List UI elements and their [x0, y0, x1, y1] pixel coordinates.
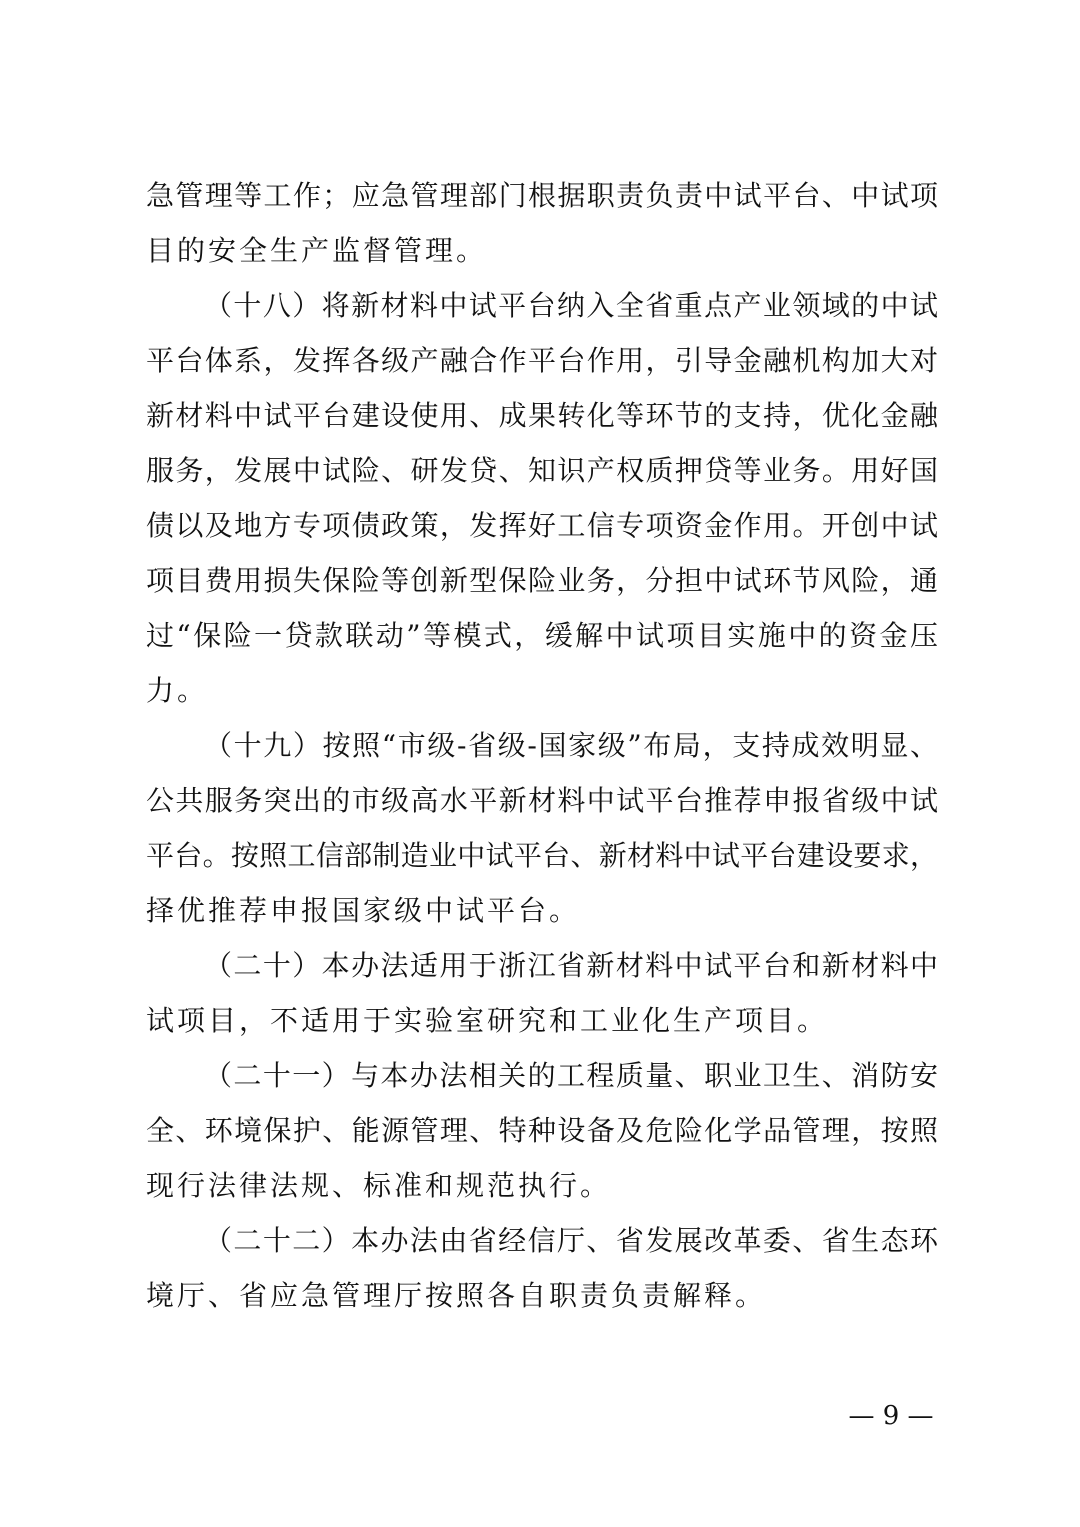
- text-line: 试项目，不适用于实验室研究和工业化生产项目。: [146, 1004, 829, 1037]
- paragraph-21-line: （二十一）与本办法相关的工程质量、职业卫生、消防安: [204, 1059, 938, 1092]
- text-line: 过“保险一贷款联动”等模式，缓解中试项目实施中的资金压: [146, 619, 938, 652]
- text-line: 力。: [146, 674, 209, 707]
- paragraph-20-line: （二十）本办法适用于浙江省新材料中试平台和新材料中: [204, 949, 938, 982]
- page-number: — 9 —: [848, 1401, 934, 1431]
- text-line: 平台。按照工信部制造业中试平台、新材料中试平台建设要求，: [146, 839, 938, 872]
- paragraph-22-line: （二十二）本办法由省经信厅、省发展改革委、省生态环: [204, 1224, 938, 1257]
- text-line: 公共服务突出的市级高水平新材料中试平台推荐申报省级中试: [146, 784, 938, 817]
- text-line: 债以及地方专项债政策，发挥好工信专项资金作用。开创中试: [146, 509, 938, 542]
- text-line: 择优推荐申报国家级中试平台。: [146, 894, 581, 927]
- text-line: 项目费用损失保险等创新型保险业务，分担中试环节风险，通: [146, 564, 938, 597]
- text-line: 新材料中试平台建设使用、成果转化等环节的支持，优化金融: [146, 399, 938, 432]
- text-line: 急管理等工作；应急管理部门根据职责负责中试平台、中试项: [146, 179, 938, 212]
- text-line: 境厅、省应急管理厅按照各自职责负责解释。: [146, 1279, 767, 1312]
- paragraph-19-line: （十九）按照“市级-省级-国家级”布局，支持成效明显、: [204, 729, 938, 762]
- text-line: 平台体系，发挥各级产融合作平台作用，引导金融机构加大对: [146, 344, 938, 377]
- text-line: 目的安全生产监督管理。: [146, 234, 488, 267]
- text-line: 服务，发展中试险、研发贷、知识产权质押贷等业务。用好国: [146, 454, 938, 487]
- text-line: 现行法律法规、标准和规范执行。: [146, 1169, 612, 1202]
- paragraph-18-line: （十八）将新材料中试平台纳入全省重点产业领域的中试: [204, 289, 938, 322]
- text-line: 全、环境保护、能源管理、特种设备及危险化学品管理，按照: [146, 1114, 938, 1147]
- document-body: [146, 168, 938, 1323]
